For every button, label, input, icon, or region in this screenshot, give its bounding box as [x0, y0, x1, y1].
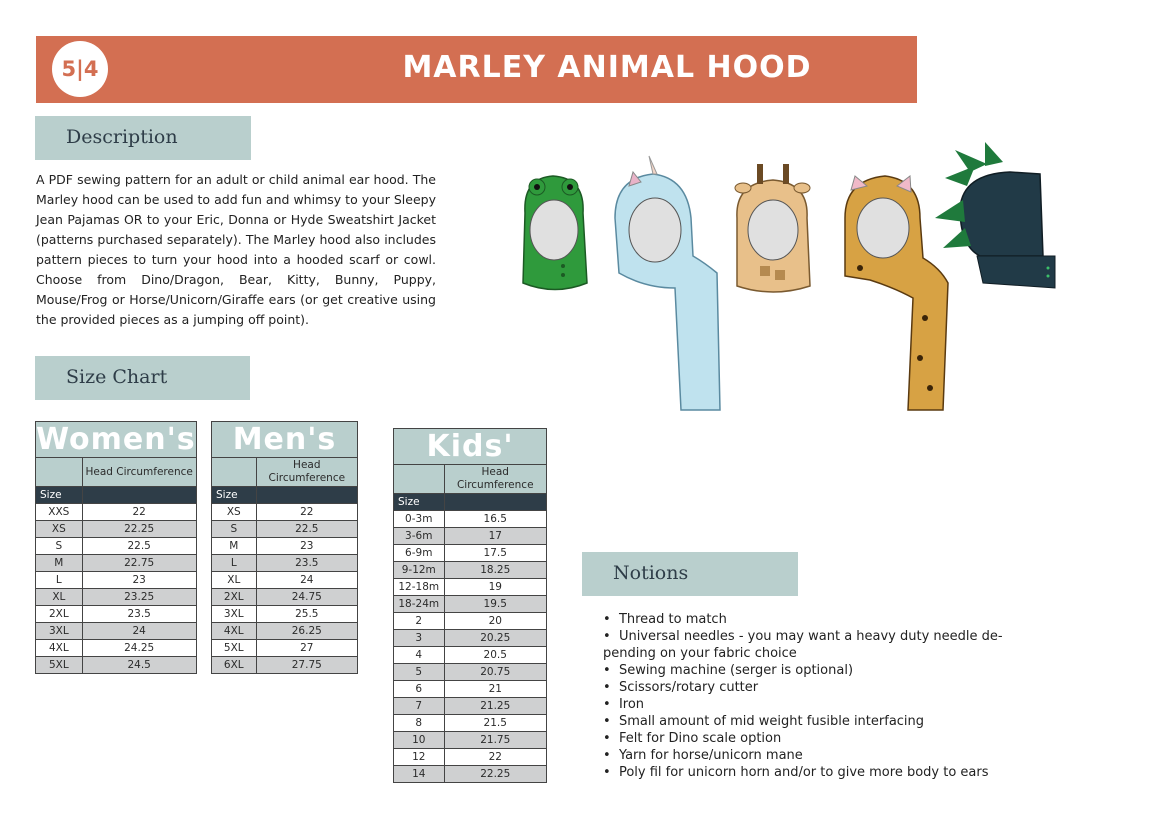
hood-illustrations	[515, 138, 1065, 418]
table-row: 18-24m 19.5	[394, 596, 547, 613]
logo-text: 5|4	[61, 57, 99, 81]
table-row: 0-3m 16.5	[394, 511, 547, 528]
table-row: XXS 22	[36, 504, 197, 521]
table-row: S 22.5	[212, 521, 358, 538]
table-row: 10 21.75	[394, 732, 547, 749]
table-row: 7 21.25	[394, 698, 547, 715]
size-chart-heading-box	[35, 356, 250, 400]
table-row: 4XL 24.25	[36, 640, 197, 657]
list-item: • Sewing machine (serger is optional)	[603, 663, 854, 678]
table-row: 2XL 23.5	[36, 606, 197, 623]
size-label: Size	[212, 487, 257, 504]
table-row: 2XL 24.75	[212, 589, 358, 606]
table-row: M 23	[212, 538, 358, 555]
list-item: • Thread to match	[603, 612, 727, 627]
size-chart-heading: Size Chart	[66, 366, 168, 388]
kids-table-title: Kids'	[394, 429, 547, 465]
notions-heading-box	[582, 552, 798, 596]
list-item: • Small amount of mid weight fusible interfacing	[603, 714, 925, 729]
table-row: 3XL 25.5	[212, 606, 358, 623]
frog-hood-illustration	[523, 176, 587, 290]
table-row: XL 24	[212, 572, 358, 589]
description-heading-box	[35, 116, 251, 160]
table-row: 12-18m 19	[394, 579, 547, 596]
table-row: 3-6m 17	[394, 528, 547, 545]
table-row: 4 20.5	[394, 647, 547, 664]
list-item: • Felt for Dino scale option	[603, 731, 782, 746]
table-row: 4XL 26.25	[212, 623, 358, 640]
head-circumference-header: Head Circumference	[444, 465, 547, 494]
unicorn-hood-illustration	[615, 156, 720, 410]
notions-heading: Notions	[613, 562, 689, 584]
dino-hood-illustration	[935, 142, 1055, 288]
table-row: L 23.5	[212, 555, 358, 572]
table-row: 5 20.75	[394, 664, 547, 681]
table-row: 6XL 27.75	[212, 657, 358, 674]
description-text: A PDF sewing pattern for an adult or child animal ear hood. The Marley hood can be used to add fun and whimsy to your Sleepy Jean Pajamas OR to your Eric, Donna or Hyde Sweatshirt Jacket (patterns purchased separately). The Marley hood also includes pattern pieces to turn your hood into a hooded scarf or cowl. Choose from Dino/Dragon, Bear, Kitty, Bunny, Puppy, Mouse/Frog or Horse/Unicorn/Giraffe ears (or get creative using the provided pieces as a jumping off point).	[36, 172, 436, 327]
list-item: • Iron	[603, 697, 645, 712]
description-heading: Description	[66, 126, 178, 148]
table-row: 3 20.25	[394, 630, 547, 647]
womens-table-title: Women's	[36, 422, 196, 457]
page-title: MARLEY ANIMAL HOOD	[402, 50, 812, 85]
table-row: 6 21	[394, 681, 547, 698]
table-row: 12 22	[394, 749, 547, 766]
table-row: S 22.5	[36, 538, 197, 555]
list-item: • Poly fil for unicorn horn and/or to give more body to ears	[603, 765, 989, 780]
brand-logo	[52, 41, 108, 97]
table-row: 6-9m 17.5	[394, 545, 547, 562]
leopard-hood-illustration	[845, 176, 948, 410]
size-label: Size	[36, 487, 83, 504]
table-row: 14 22.25	[394, 766, 547, 783]
table-row: XL 23.25	[36, 589, 197, 606]
table-row: 3XL 24	[36, 623, 197, 640]
mens-size-table	[211, 421, 358, 674]
mens-table-title: Men's	[212, 422, 358, 458]
table-row: L 23	[36, 572, 197, 589]
table-row: XS 22	[212, 504, 358, 521]
head-circumference-header: Head Circumference	[82, 458, 196, 487]
table-row: 5XL 27	[212, 640, 358, 657]
table-row: 2 20	[394, 613, 547, 630]
notions-list	[603, 611, 1008, 781]
table-row: 8 21.5	[394, 715, 547, 732]
size-label: Size	[394, 494, 445, 511]
table-row: XS 22.25	[36, 521, 197, 538]
head-circumference-header: Head Circumference	[256, 458, 357, 487]
kids-size-table	[393, 428, 547, 783]
table-row: M 22.75	[36, 555, 197, 572]
giraffe-hood-illustration	[735, 164, 810, 292]
table-row: 9-12m 18.25	[394, 562, 547, 579]
table-row: 5XL 24.5	[36, 657, 197, 674]
womens-size-table	[35, 421, 197, 674]
list-item: • Yarn for horse/unicorn mane	[603, 748, 803, 763]
list-item: • Scissors/rotary cutter	[603, 680, 759, 695]
list-item: • Universal needles - you may want a heavy duty needle de-pending on your fabric choice	[603, 629, 1003, 661]
